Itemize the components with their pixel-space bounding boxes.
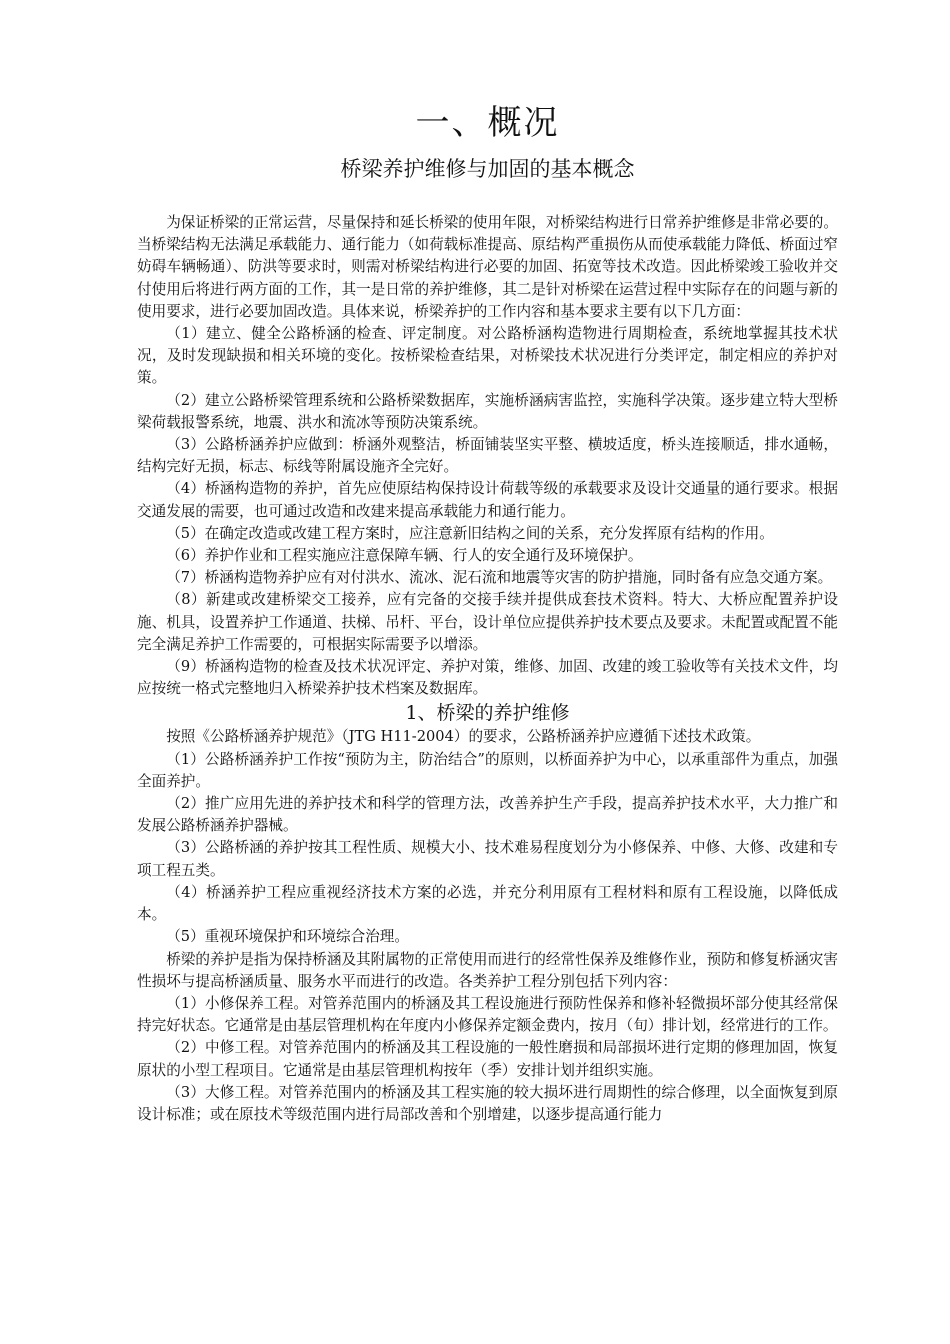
document-page — [137, 100, 838, 1126]
page-subtitle: 桥梁养护维修与加固的基本概念 — [340, 157, 635, 181]
requirement-item-4: （4）桥涵构造物的养护，首先应使原结构保持设计荷载等级的承载要求及设计交通量的通行要求。根据交通发展的需要，也可通过改造和改建来提高承载能力和通行能力。 — [137, 480, 838, 520]
requirement-item-2: （2）建立公路桥梁管理系统和公路桥梁数据库，实施桥涵病害监控，实施科学决策。逐步建立特大型桥梁荷载报警系统，地震、洪水和流冰等预防决策系统。 — [137, 391, 838, 431]
requirement-item-3: （3）公路桥涵养护应做到：桥涵外观整洁，桥面铺装坚实平整、横坡适度，桥头连接顺适，排水通畅，结构完好无损，标志、标线等附属设施齐全完好。 — [137, 436, 838, 476]
requirement-item-9: （9）桥涵构造物的检查及技术状况评定、养护对策，维修、加固、改建的竣工验收等有关技术文件，均应按统一格式完整地归入桥梁养护技术档案及数据库。 — [137, 658, 838, 698]
requirement-item-5: （5）在确定改造或改建工程方案时，应注意新旧结构之间的关系，充分发挥原有结构的作用。 — [166, 524, 774, 542]
maintenance-intro-paragraph: 桥梁的养护是指为保持桥涵及其附属物的正常使用而进行的经常性保养及维修作业，预防和修复桥涵灾害性损坏与提高桥涵质量、服务水平而进行的改造。各类养护工程分别包括下列内容： — [137, 950, 838, 990]
page-title: 一、概况 — [415, 103, 560, 143]
policy-item-1: （1）公路桥涵养护工作按“预防为主，防治结合”的原则，以桥面养护为中心，以承重部件为重点，加强全面养护。 — [137, 750, 838, 790]
intro-paragraph: 为保证桥梁的正常运营，尽量保持和延长桥梁的使用年限，对桥梁结构进行日常养护维修是非常必要的。当桥梁结构无法满足承载能力、通行能力（如荷载标准提高、原结构严重损伤从而使承载能力降低、桥面过窄妨碍车辆畅通）、防洪等要求时，则需对桥梁结构进行必要的加固、拓宽等技术改造。因此桥梁竣工验收并交付使用后将进行两方面的工作，其一是日常的养护维修，其二是针对桥梁在运营过程中实际存在的问题与新的使用要求，进行必要加固改造。具体来说，桥梁养护的工作内容和基本要求主要有以下几方面： — [137, 214, 838, 320]
requirement-item-6: （6）养护作业和工程实施应注意保障车辆、行人的安全通行及环境保护。 — [166, 547, 643, 565]
section-heading: 1、桥梁的养护维修 — [405, 702, 570, 725]
policy-item-5: （5）重视环境保护和环境综合治理。 — [166, 928, 409, 946]
work-item-3: （3）大修工程。对管养范围内的桥涵及其工程实施的较大损坏进行周期性的综合修理，以全面恢复到原设计标准；或在原技术等级范围内进行局部改善和个别增建，以逐步提高通行能力 — [137, 1083, 838, 1123]
policy-item-4: （4）桥涵养护工程应重视经济技术方案的必选，并充分利用原有工程材料和原有工程设施，以降低成本。 — [137, 883, 838, 924]
policy-item-3: （3）公路桥涵的养护按其工程性质、规模大小、技术难易程度划分为小修保养、中修、大修、改建和专项工程五类。 — [137, 839, 838, 879]
work-item-2: （2）中修工程。对管养范围内的桥涵及其工程设施的一般性磨损和局部损坏进行定期的修理加固，恢复原状的小型工程项目。它通常是由基层管理机构按年（季）安排计划并组织实施。 — [137, 1039, 838, 1079]
requirement-item-8: （8）新建或改建桥梁交工接养，应有完备的交接手续并提供成套技术资料。特大、大桥应配置养护设施、机具，设置养护工作通道、扶梯、吊杆、平台，设计单位应提供养护技术要点及要求。未配置或配置不能完全满足养护工作需要的，可根据实际需要予以增添。 — [137, 591, 838, 653]
requirement-item-7: （7）桥涵构造物养护应有对付洪水、流冰、泥石流和地震等灾害的防护措施，同时备有应急交通方案。 — [166, 569, 833, 587]
policy-intro-paragraph: 按照《公路桥涵养护规范》（JTG H11-2004）的要求，公路桥涵养护应遵循下述技术政策。 — [166, 728, 761, 746]
work-item-1: （1）小修保养工程。对管养范围内的桥涵及其工程设施进行预防性保养和修补轻微损坏部分使其经常保持完好状态。它通常是由基层管理机构在年度内小修保养定额金费内，按月（旬）排计划，经常进行的工作。 — [137, 994, 838, 1035]
policy-item-2: （2）推广应用先进的养护技术和科学的管理方法，改善养护生产手段，提高养护技术水平，大力推广和发展公路桥涵养护器械。 — [137, 795, 838, 835]
requirement-item-1: （1）建立、健全公路桥涵的检查、评定制度。对公路桥涵构造物进行周期检查，系统地掌握其技术状况，及时发现缺损和相关环境的变化。按桥梁检查结果，对桥梁技术状况进行分类评定，制定相应的养护对策。 — [137, 325, 838, 387]
